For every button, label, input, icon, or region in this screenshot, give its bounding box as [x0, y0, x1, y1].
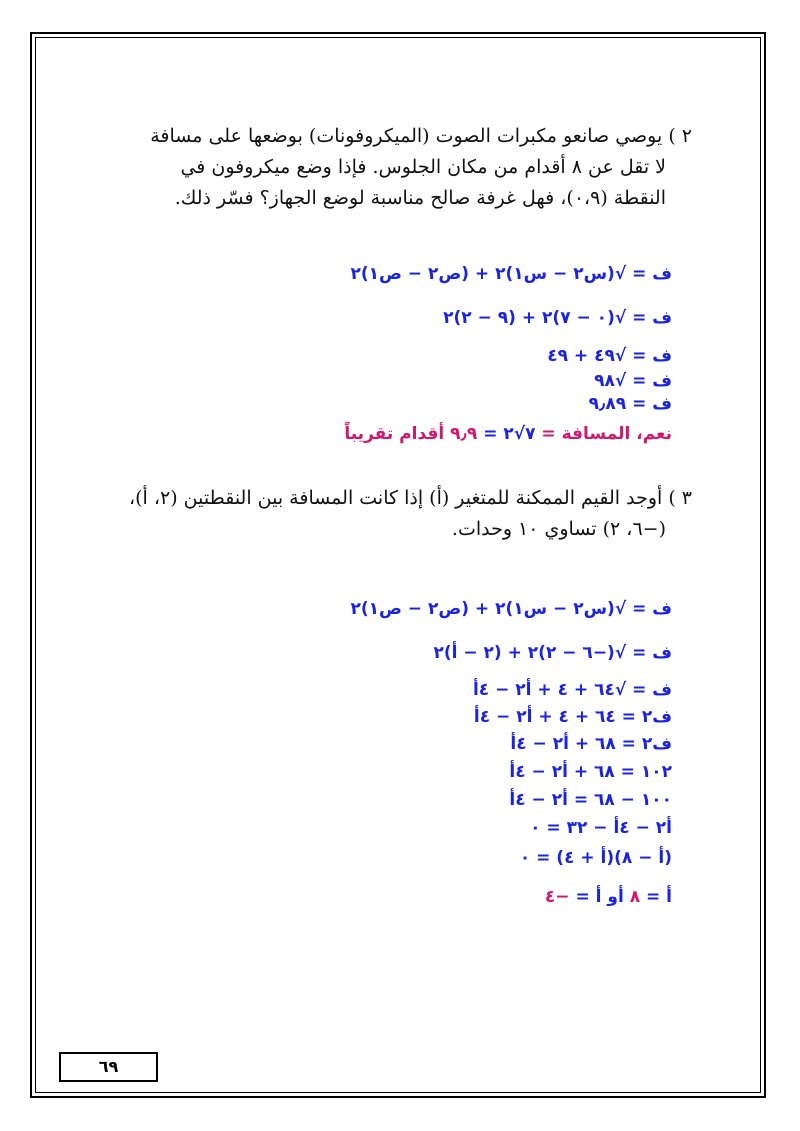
problem-3-step-6: ١٠٢ = ٦٨ + أ٢ − ٤أ	[509, 762, 672, 782]
problem-2-statement	[92, 121, 692, 214]
problem-3-step-5: ف٢ = ٦٨ + أ٢ − ٤أ	[510, 734, 672, 754]
problem-2-line-2: لا تقل عن ٨ أقدام من مكان الجلوس. فإذا وضع ميكروفون في	[180, 156, 666, 178]
problem-2-line-3: النقطة (٠،٩)، فهل غرفة صالح مناسبة لوضع الجهاز؟ فسّر ذلك.	[174, 187, 666, 209]
problem-3-final-answer	[545, 887, 672, 907]
problem-3-step-7: ١٠٠ − ٦٨ = أ٢ − ٤أ	[509, 790, 672, 810]
problem-3-step-1: ف = √(س٢ − س١)٢ + (ص٢ − ص١)٢	[350, 599, 672, 619]
final-or: أو	[601, 887, 624, 907]
final-value-1: ٨	[629, 887, 641, 907]
problem-3-step-8: أ٢ − ٤أ − ٣٢ = ٠	[530, 818, 672, 838]
problem-3-step-4: ف٢ = ٦٤ + ٤ + أ٢ − ٤أ	[473, 707, 672, 727]
final-value-2: −٤	[544, 887, 570, 907]
problem-2-answer	[344, 424, 672, 444]
problem-2-step-1: ف = √(س٢ − س١)٢ + (ص٢ − ص١)٢	[350, 264, 672, 284]
answer-prefix: نعم، المسافة =	[535, 424, 672, 444]
problem-3-step-9: (أ − ٨)(أ + ٤) = ٠	[519, 848, 672, 868]
final-a-label: أ =	[640, 887, 672, 907]
problem-3-line-2: (−٦، ٢) تساوي ١٠ وحدات.	[451, 518, 666, 540]
problem-3-statement	[92, 483, 692, 545]
final-a-label-2: أ =	[569, 887, 602, 907]
problem-3-step-2: ف = √(−٦ − ٢)٢ + (٢ − أ)٢	[433, 643, 672, 663]
answer-value: ٩٫٩ أقدام تقريباً	[344, 424, 478, 444]
problem-2-step-4: ف = √٩٨	[594, 371, 672, 391]
problem-3-step-3: ف = √٦٤ + ٤ + أ٢ − ٤أ	[472, 680, 672, 700]
problem-2-step-2: ف = √(٠ − ٧)٢ + (٩ − ٢)٢	[443, 308, 672, 328]
problem-3-line-1: ٣ ) أوجد القيم الممكنة للمتغير (أ) إذا كانت المسافة بين النقطتين (٢، أ)،	[129, 487, 692, 509]
answer-root: ٧√٢	[503, 424, 536, 444]
problem-2-step-3: ف = √٤٩ + ٤٩	[547, 346, 672, 366]
problem-2-line-1: ٢ ) يوصي صانعو مكبرات الصوت (الميكروفونات) بوضعها على مسافة	[150, 125, 692, 147]
problem-2-step-5: ف = ٩٫٨٩	[588, 394, 672, 414]
answer-equals: =	[477, 424, 498, 444]
page-number: ٦٩	[59, 1052, 158, 1082]
